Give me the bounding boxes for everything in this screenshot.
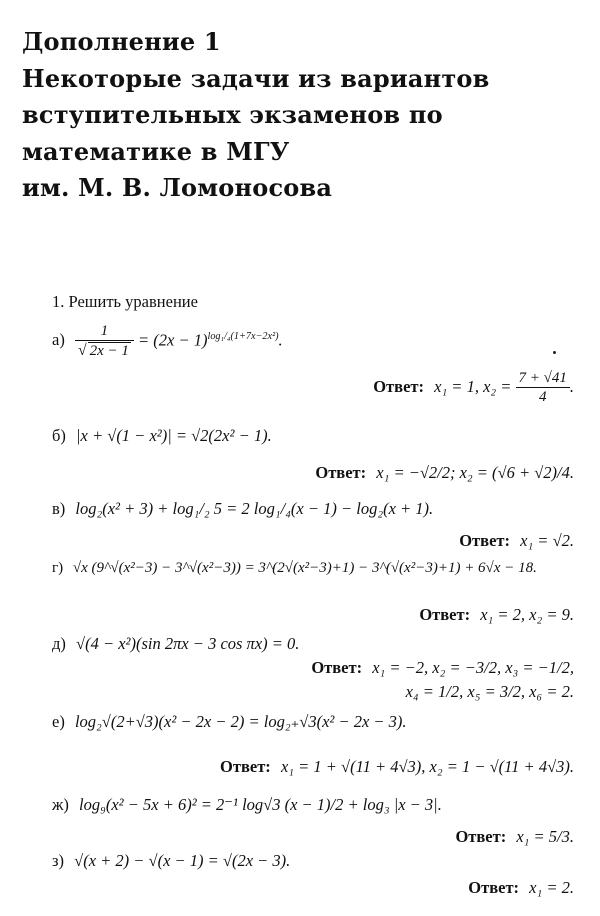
answer-e-line-2: x₄ = 1/2, x₅ = 3/2, x₆ = 2. bbox=[405, 682, 574, 701]
stray-dot bbox=[553, 351, 556, 354]
equation-c-text: log₂(x² + 3) + log₁/₂ 5 = 2 log₁/₄(x − 1) − log₂(x + 1). bbox=[75, 499, 434, 518]
equation-h-text: √(x + 2) − √(x − 1) = √(2x − 3). bbox=[74, 851, 291, 870]
equation-e-text: √(4 − x²)(sin 2πx − 3 cos πx) = 0. bbox=[76, 634, 300, 653]
title-line-1: Дополнение 1 bbox=[22, 27, 221, 56]
answer-e bbox=[311, 658, 574, 678]
answer-d-text: x₁ = 2, x₂ = 9. bbox=[480, 605, 574, 624]
equation-e bbox=[52, 634, 299, 654]
equation-d bbox=[52, 560, 537, 577]
appendix-title bbox=[22, 24, 582, 207]
item-label-d: г) bbox=[52, 560, 64, 576]
equation-g-text: log₉(x² − 5x + 6)² = 2⁻¹ log√3 (x − 1)/2 + log₃ |x − 3|. bbox=[79, 795, 442, 814]
item-label-g: ж) bbox=[52, 795, 69, 814]
title-line-3: вступительных экзаменов по bbox=[22, 100, 443, 129]
equation-a bbox=[52, 323, 283, 360]
answer-d bbox=[419, 605, 574, 625]
equation-b-text: |x + √(1 − x²)| = √2(2x² − 1). bbox=[76, 426, 272, 445]
item-label-c: в) bbox=[52, 499, 66, 518]
answer-label: Ответ: bbox=[311, 658, 363, 677]
answer-a-numerator: 7 + √41 bbox=[518, 370, 567, 386]
equation-a-exponent: log₁/₄(1+7x−2x²) bbox=[207, 330, 279, 342]
radicand-a: 2x − 1 bbox=[89, 343, 129, 359]
answer-g bbox=[455, 827, 574, 847]
answer-c bbox=[459, 531, 574, 551]
equation-a-rhs: = (2x − 1) bbox=[138, 330, 208, 350]
answer-label: Ответ: bbox=[315, 463, 367, 482]
answer-h-text: x₁ = 2. bbox=[529, 878, 574, 897]
fraction-a-numerator: 1 bbox=[100, 323, 109, 339]
answer-b-text: x₁ = −√2/2; x₂ = (√6 + √2)/4. bbox=[376, 463, 574, 482]
equation-f bbox=[52, 712, 407, 732]
problem-intro: 1. Решить уравнение bbox=[52, 292, 198, 311]
item-label-h: з) bbox=[52, 851, 65, 870]
answer-label: Ответ: bbox=[220, 757, 271, 776]
title-line-4: математике в МГУ bbox=[22, 136, 290, 166]
answer-a-denominator: 4 bbox=[516, 387, 570, 406]
equation-d-text: √x (9^√(x²−3) − 3^√(x²−3)) = 3^(2√(x²−3)+1) − 3^(√(x²−3)+1) + 6√x − 18. bbox=[72, 560, 537, 576]
answer-label: Ответ: bbox=[468, 878, 520, 897]
answer-a-fraction bbox=[516, 370, 570, 406]
answer-g-text: x₁ = 5/3. bbox=[516, 827, 574, 846]
equation-h bbox=[52, 851, 290, 871]
answer-label: Ответ: bbox=[373, 376, 424, 396]
equation-f-text: log₂√(2+√3)(x² − 2x − 2) = log₂₊√3(x² − 2x − 3). bbox=[74, 712, 407, 731]
answer-a bbox=[373, 370, 574, 406]
fraction-a-denominator bbox=[75, 340, 134, 360]
answer-label: Ответ: bbox=[455, 827, 507, 846]
answer-a-tail: . bbox=[569, 376, 574, 396]
item-label-f: е) bbox=[52, 712, 65, 731]
answer-label: Ответ: bbox=[419, 605, 471, 624]
answer-e-text: x₁ = −2, x₂ = −3/2, x₃ = −1/2, bbox=[372, 658, 574, 677]
fraction-a bbox=[75, 323, 134, 360]
radical-sign: √ bbox=[77, 342, 87, 359]
equation-c bbox=[52, 499, 433, 519]
answer-b bbox=[315, 463, 574, 483]
equation-g bbox=[52, 795, 442, 815]
item-label-b: б) bbox=[52, 426, 66, 445]
title-line-5: им. М. В. Ломоносова bbox=[22, 173, 333, 202]
answer-f bbox=[220, 757, 574, 777]
title-line-2: Некоторые задачи из вариантов bbox=[22, 63, 490, 93]
answer-f-text: x₁ = 1 + √(11 + 4√3), x₂ = 1 − √(11 + 4√3). bbox=[280, 757, 574, 776]
answer-label: Ответ: bbox=[459, 531, 510, 550]
answer-h bbox=[468, 878, 574, 898]
equation-a-tail: . bbox=[278, 330, 283, 350]
item-label-a: а) bbox=[52, 330, 65, 350]
answer-c-text: x₁ = √2. bbox=[520, 531, 574, 550]
answer-a-text: x₁ = 1, x₂ = bbox=[434, 376, 516, 396]
item-label-e: д) bbox=[52, 634, 66, 653]
equation-b bbox=[52, 426, 272, 446]
